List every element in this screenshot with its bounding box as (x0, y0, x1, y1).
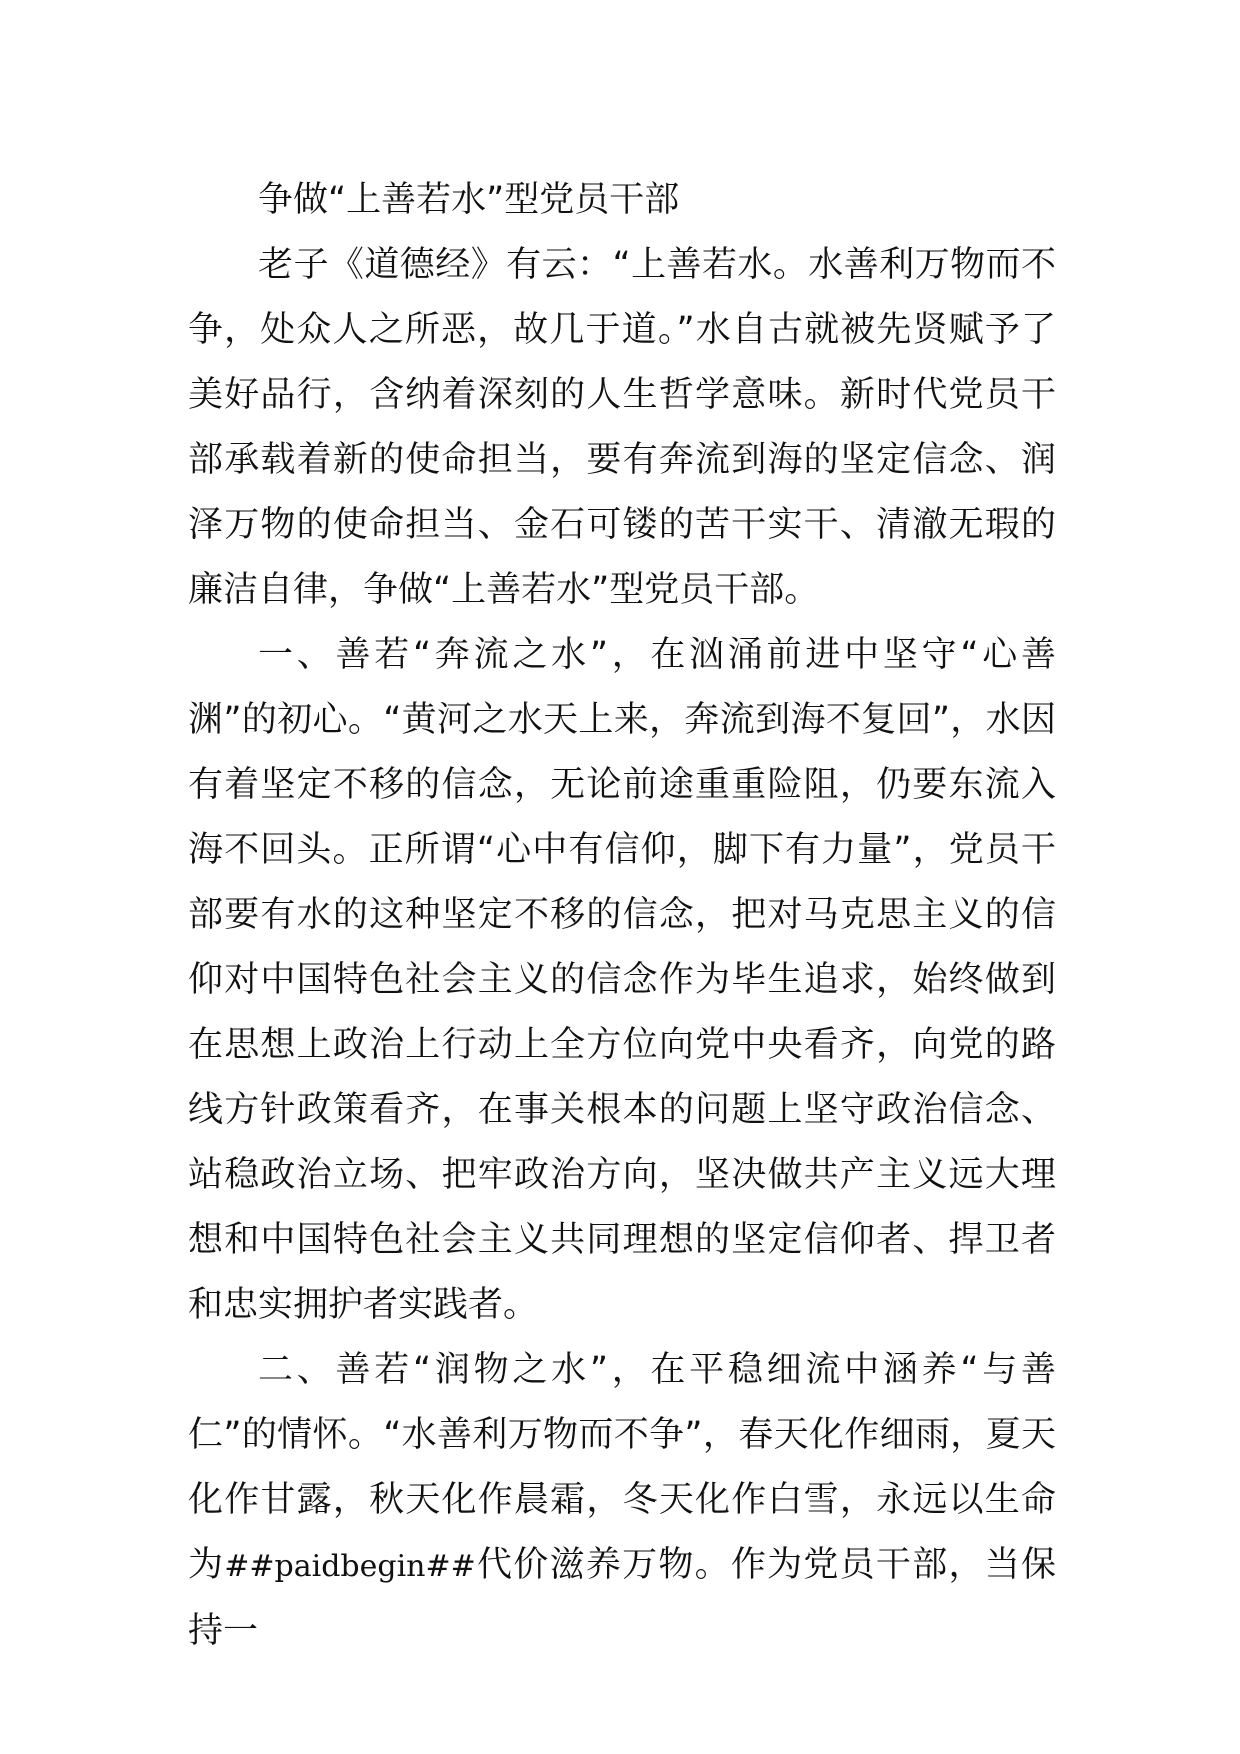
paragraph-section-one: 一、善若“奔流之水”，在汹涌前进中坚守“心善渊”的初心。“黄河之水天上来，奔流到海不复回”，水因有着坚定不移的信念，无论前途重重险阻，仍要东流入海不回头。正所谓“心中有信仰，脚下有力量”，党员干部要有水的这种坚定不移的信念，把对马克思主义的信仰对中国特色社会主义的信念作为毕生追求，始终做到在思想上政治上行动上全方位向党中央看齐，向党的路线方针政策看齐，在事关根本的问题上坚守政治信念、站稳政治立场、把牢政治方向，坚决做共产主义远大理想和中国特色社会主义共同理想的坚定信仰者、捍卫者和忠实拥护者实践者。 (188, 635, 1056, 1325)
paid-marker: ##paidbegin## (224, 1549, 476, 1584)
paragraph-intro: 老子《道德经》有云：“上善若水。水善利万物而不争，处众人之所恶，故几于道。”水自古就被先贤赋予了美好品行，含纳着深刻的人生哲学意味。新时代党员干部承载着新的使命担当，要有奔流到海的坚定信念、润泽万物的使命担当、金石可镂的苦干实干、清澈无瑕的廉洁自律，争做“上善若水”型党员干部。 (188, 245, 1056, 610)
paragraph-section-two-tail: 代价滋养万物。作为党员干部，当保持一 (188, 1545, 1056, 1651)
document-title: 争做“上善若水”型党员干部 (258, 180, 680, 220)
document-page (188, 168, 1056, 1664)
paragraph-section-two-text: 二、善若“润物之水”，在平稳细流中涵养“与善仁”的情怀。“水善利万物而不争”，春天化作细雨，夏天化作甘露，秋天化作晨霜，冬天化作白雪，永远以生命为 (188, 1350, 1056, 1585)
paragraph-section-two (188, 1338, 1056, 1664)
